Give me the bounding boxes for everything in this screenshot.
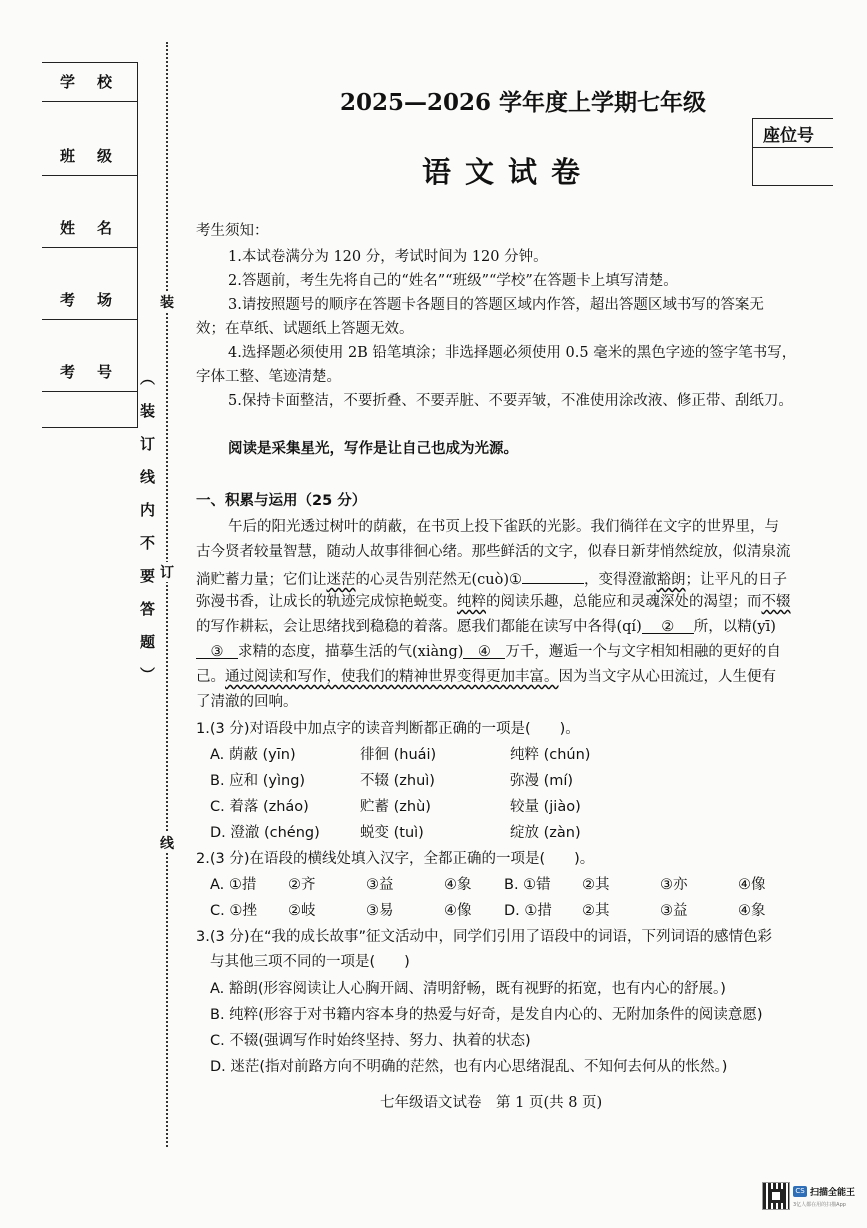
question-3-option-c[interactable]: C. 不辍(强调写作时始终坚持、努力、执着的状态) (210, 1033, 531, 1049)
binding-char-xian: 线 (160, 833, 174, 853)
binding-notice: （装订线内不要答题） (138, 370, 156, 700)
option-text: 不辍 (zhuì) (360, 773, 435, 789)
field-school: 学校 (60, 73, 135, 91)
option-b[interactable]: B. ①错 (504, 877, 551, 893)
divider (42, 391, 137, 392)
option-text: 纯粹 (chún) (510, 747, 591, 763)
passage-line (196, 668, 776, 686)
subject-title: 语文试卷 (422, 155, 595, 189)
instruction-item: 4.选择题必须使用 2B 铅笔填涂；非选择题必须使用 0.5 毫米的黑色字迹的签字笔书写， (228, 345, 797, 361)
scanner-subtitle: 3亿人都在用的扫描App (793, 1202, 846, 1208)
option-c[interactable]: C. ①挫 (210, 903, 257, 919)
camscanner-logo-icon: CS (793, 1186, 807, 1197)
option-text: D. 澄澈 (chéng) (210, 825, 320, 841)
qr-code-icon (762, 1182, 790, 1210)
binding-char-zhuang: 装 (160, 292, 174, 312)
instructions-heading: 考生须知： (196, 223, 269, 239)
passage-line (196, 568, 787, 589)
question-3-stem: 3.(3 分)在“我的成长故事”征文活动中，同学们引用了语段中的词语，下列词语的感情色彩 (196, 929, 773, 945)
passage-text: 己。 (196, 669, 225, 685)
student-info-box (42, 62, 138, 428)
option-text: ④象 (738, 903, 766, 919)
option-text: ②岐 (288, 903, 316, 919)
passage-text: 求精的态度，描摹生活的气(xiàng) (238, 644, 464, 660)
binding-char-ding: 订 (160, 562, 174, 582)
divider (42, 175, 137, 176)
question-3-stem-cont: 与其他三项不同的一项是( ) (210, 954, 410, 970)
question-3-option-b[interactable]: B. 纯粹(形容于对书籍内容本身的热爱与好奇，是发自内心的、无附加条件的阅读意愿) (210, 1007, 763, 1023)
question-1-stem: 1.(3 分)对语段中加点字的读音判断都正确的一项是( )。 (196, 721, 580, 737)
passage-line (196, 618, 776, 636)
passage-text: 因为当文字从心田流过，人生便有 (558, 669, 776, 685)
option-text: ②其 (582, 877, 610, 893)
passage-text: 的阅读乐趣，总能应和灵魂深处的渴望；而 (486, 594, 762, 610)
passage-wavy-word: 纯粹 (457, 594, 486, 610)
question-1-option-d[interactable] (210, 824, 581, 842)
question-1-option-b[interactable] (210, 772, 573, 790)
divider (753, 147, 833, 148)
option-a[interactable]: A. ①措 (210, 877, 257, 893)
instruction-item: 2.答题前，考生先将自己的“姓名”“班级”“学校”在答题卡上填写清楚。 (228, 273, 678, 289)
seat-number-box (752, 118, 833, 186)
passage-line: 古今贤者较量智慧，随动人故事徘徊心绪。那些鲜活的文字，似春日新芽悄然绽放，似清泉流 (196, 544, 791, 560)
divider (42, 247, 137, 248)
binding-dotted-line (166, 42, 168, 1147)
blank-1 (522, 568, 584, 584)
passage-wavy-word: 不辍 (761, 594, 791, 610)
passage-line: 午后的阳光透过树叶的荫蔽，在书页上投下雀跃的光影。我们徜徉在文字的世界里，与 (228, 519, 779, 535)
question-2-stem: 2.(3 分)在语段的横线处填入汉字，全都正确的一项是( )。 (196, 851, 595, 867)
blank-2: ② (642, 618, 694, 634)
blank-3: ③ (196, 643, 238, 659)
passage-text: ；让平凡的日子 (685, 572, 788, 588)
instruction-item: 效；在草纸、试题纸上答题无效。 (196, 321, 414, 337)
option-text: 弥漫 (mí) (510, 773, 574, 789)
passage-text: ，变得澄澈 (584, 572, 657, 588)
option-text: ②其 (582, 903, 610, 919)
option-text: ③亦 (660, 877, 688, 893)
divider (42, 319, 137, 320)
instruction-item: 字体工整、笔迹清楚。 (196, 369, 341, 385)
option-text: 较量 (jiào) (510, 799, 581, 815)
question-2-options-row1[interactable] (210, 876, 766, 894)
option-text: B. 应和 (yìng) (210, 773, 306, 789)
blank-4: ④ (463, 643, 505, 659)
passage-text: 淌贮蓄力量；它们让 (196, 572, 327, 588)
divider (42, 101, 137, 102)
option-text: ④像 (738, 877, 766, 893)
passage-wavy-sentence: 通过阅读和写作，使我们的精神世界变得更加丰富。 (225, 669, 559, 685)
scanner-brand: 扫描全能王 (810, 1188, 856, 1198)
passage-line: 了清澈的回响。 (196, 694, 298, 710)
option-text: A. 荫蔽 (yīn) (210, 747, 296, 763)
option-text: ③益 (366, 877, 394, 893)
passage-line (196, 593, 791, 611)
option-text: ④象 (444, 877, 472, 893)
option-text: C. 着落 (zháo) (210, 799, 309, 815)
option-text: 蜕变 (tuì) (360, 825, 424, 841)
option-text: ③益 (660, 903, 688, 919)
passage-wavy-word: 迷茫 (326, 572, 356, 588)
option-text: 徘徊 (huái) (360, 747, 437, 763)
option-d[interactable]: D. ①措 (504, 903, 552, 919)
section-heading: 一、积累与运用（25 分） (196, 493, 367, 509)
option-text: 绽放 (zàn) (510, 825, 581, 841)
exam-title: 2025—2026 学年度上学期七年级 (340, 89, 707, 116)
option-text: ③易 (366, 903, 394, 919)
passage-text: 万千，邂逅一个与文字相知相融的更好的自 (505, 644, 781, 660)
option-text: 贮蓄 (zhù) (360, 799, 431, 815)
instruction-item: 3.请按照题号的顺序在答题卡各题目的答题区域内作答，超出答题区域书写的答案无 (228, 297, 764, 313)
passage-text: 的写作耕耘，会让思绪找到稳稳的着落。愿我们都能在读写中各得(qí) (196, 619, 642, 635)
field-exam-room: 考场 (60, 291, 135, 309)
instruction-item: 1.本试卷满分为 120 分，考试时间为 120 分钟。 (228, 249, 548, 265)
seat-label: 座位号 (763, 126, 814, 146)
question-1-option-c[interactable] (210, 798, 581, 816)
field-class: 班级 (60, 147, 135, 165)
instruction-item: 5.保持卡面整洁，不要折叠、不要弄脏、不要弄皱，不准使用涂改液、修正带、刮纸刀。 (228, 393, 793, 409)
passage-line (196, 643, 781, 661)
question-2-options-row2[interactable] (210, 902, 766, 920)
option-text: ②齐 (288, 877, 316, 893)
motto: 阅读是采集星光，写作是让自己也成为光源。 (228, 441, 518, 457)
passage-text: 所，以精(yī) (693, 619, 776, 635)
passage-text: 弥漫书香，让成长的轨迹完成惊艳蜕变。 (196, 594, 457, 610)
passage-text: 的心灵告别茫然无(cuò)① (355, 572, 523, 588)
question-3-option-a[interactable]: A. 豁朗(形容阅读让人心胸开阔、清明舒畅，既有视野的拓宽，也有内心的舒展。) (210, 981, 726, 997)
page-footer: 七年级语文试卷 第 1 页(共 8 页) (380, 1095, 603, 1111)
field-exam-number: 考号 (60, 363, 135, 381)
passage-wavy-word: 豁朗 (656, 572, 686, 588)
question-1-option-a[interactable] (210, 746, 590, 764)
option-text: ④像 (444, 903, 472, 919)
field-name: 姓名 (60, 219, 135, 237)
question-3-option-d[interactable]: D. 迷茫(指对前路方向不明确的茫然，也有内心思绪混乱、不知何去何从的怅然。) (210, 1059, 728, 1075)
